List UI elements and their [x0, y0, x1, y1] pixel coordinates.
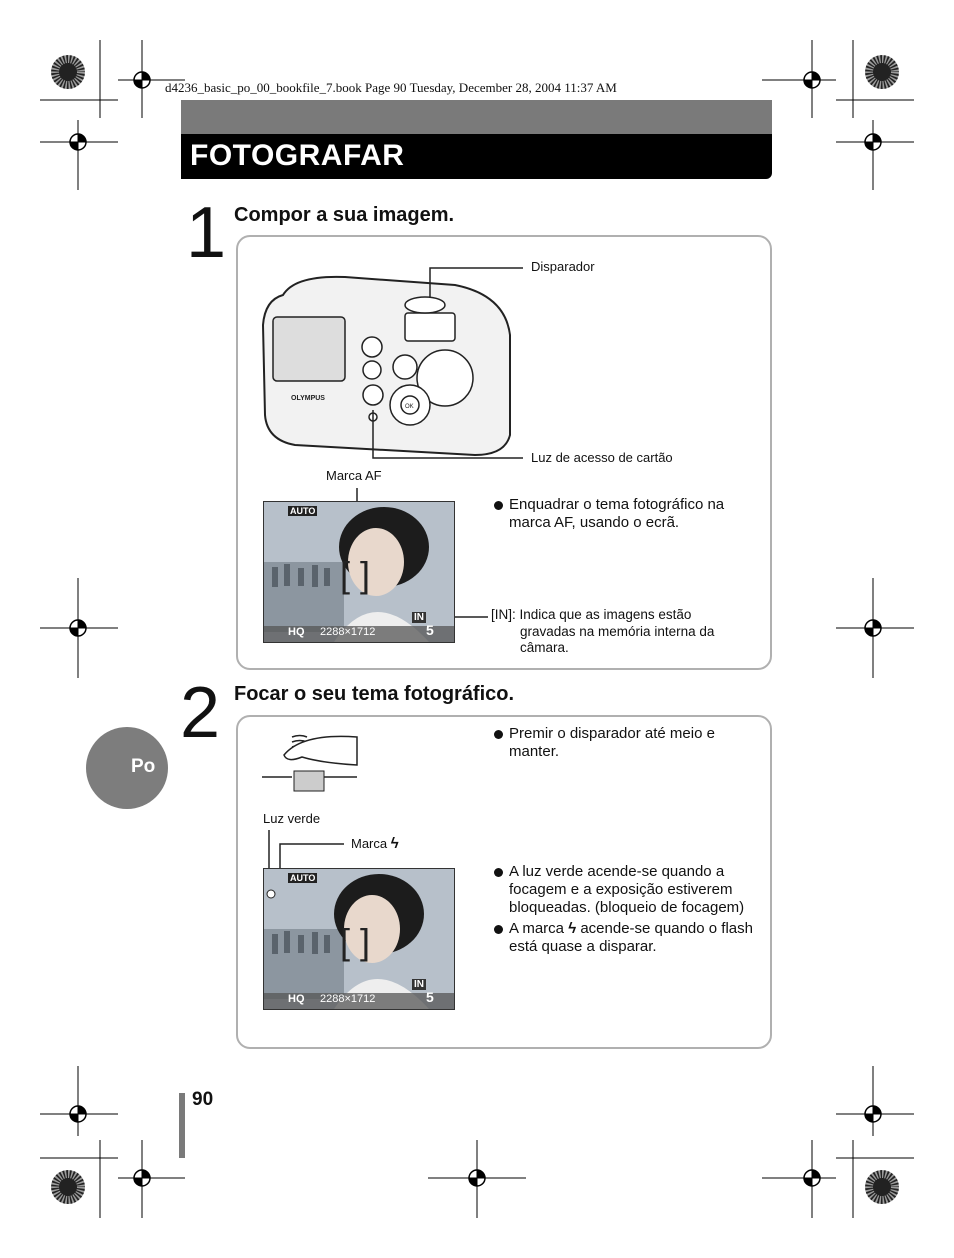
step-2-bullet-3-part2: acende-se quando o flash está quase a disparar.	[509, 920, 753, 955]
lcd-2-memory: IN	[414, 979, 424, 990]
lcd-2-auto-badge: AUTO	[290, 873, 316, 883]
lcd-1-resolution: 2288×1712	[320, 626, 376, 638]
language-tab-label: Po	[131, 756, 156, 777]
svg-text:OK: OK	[405, 404, 414, 410]
page-title: FOTOGRAFAR	[190, 139, 405, 172]
page-number-bar	[179, 1093, 185, 1158]
card-light-label: Luz de acesso de cartão	[531, 450, 673, 465]
af-frame-1: [ ]	[340, 554, 371, 595]
in-note-line2: gravadas na memória interna da	[520, 624, 715, 639]
step-2-bullet-3-text	[509, 920, 756, 956]
step-1-number: 1	[186, 193, 227, 273]
step-2-title: Focar o seu tema fotográfico.	[234, 683, 515, 705]
file-header: d4236_basic_po_00_bookfile_7.book Page 90 Tuesday, December 28, 2004 11:37 AM	[165, 80, 617, 95]
af-mark-label: Marca AF	[326, 468, 382, 483]
lcd-2-resolution: 2288×1712	[320, 993, 376, 1005]
af-frame-2: [ ]	[340, 921, 371, 962]
flash-mark-label-text: Marca	[351, 836, 388, 851]
flash-bolt-icon: ϟ	[390, 835, 399, 852]
language-tab	[86, 727, 168, 809]
lcd-2-count: 5	[426, 989, 434, 1005]
lcd-1-quality: HQ	[288, 626, 305, 638]
shutter-label: Disparador	[531, 259, 595, 274]
in-note-line1: [IN]: Indica que as imagens estão	[491, 607, 692, 622]
lcd-1-auto-badge: AUTO	[290, 506, 316, 516]
camera-brand: OLYMPUS	[291, 395, 325, 402]
step-2-bullet-1-text: Premir o disparador até meio e manter.	[509, 725, 715, 760]
lcd-2-quality: HQ	[288, 993, 305, 1005]
page-number: 90	[192, 1089, 214, 1110]
lcd-1-memory: IN	[414, 612, 424, 623]
lcd-preview-2	[263, 868, 455, 1010]
green-light-label: Luz verde	[263, 811, 321, 826]
step-1-title: Compor a sua imagem.	[234, 204, 455, 226]
in-note-line3: câmara.	[520, 640, 569, 655]
flash-bolt-icon: ϟ	[568, 920, 577, 937]
lcd-1-count: 5	[426, 622, 434, 638]
step-2-number: 2	[180, 673, 221, 753]
step-1-bullet-text: Enquadrar o tema fotográfico na marca AF, usando o ecrã.	[509, 496, 725, 531]
step-2-bullet-3-part1: A marca	[509, 920, 565, 937]
step-2-bullet-2-text: A luz verde acende-se quando a focagem e a exposição estiverem bloqueadas. (bloqueio de focagem)	[509, 863, 745, 916]
